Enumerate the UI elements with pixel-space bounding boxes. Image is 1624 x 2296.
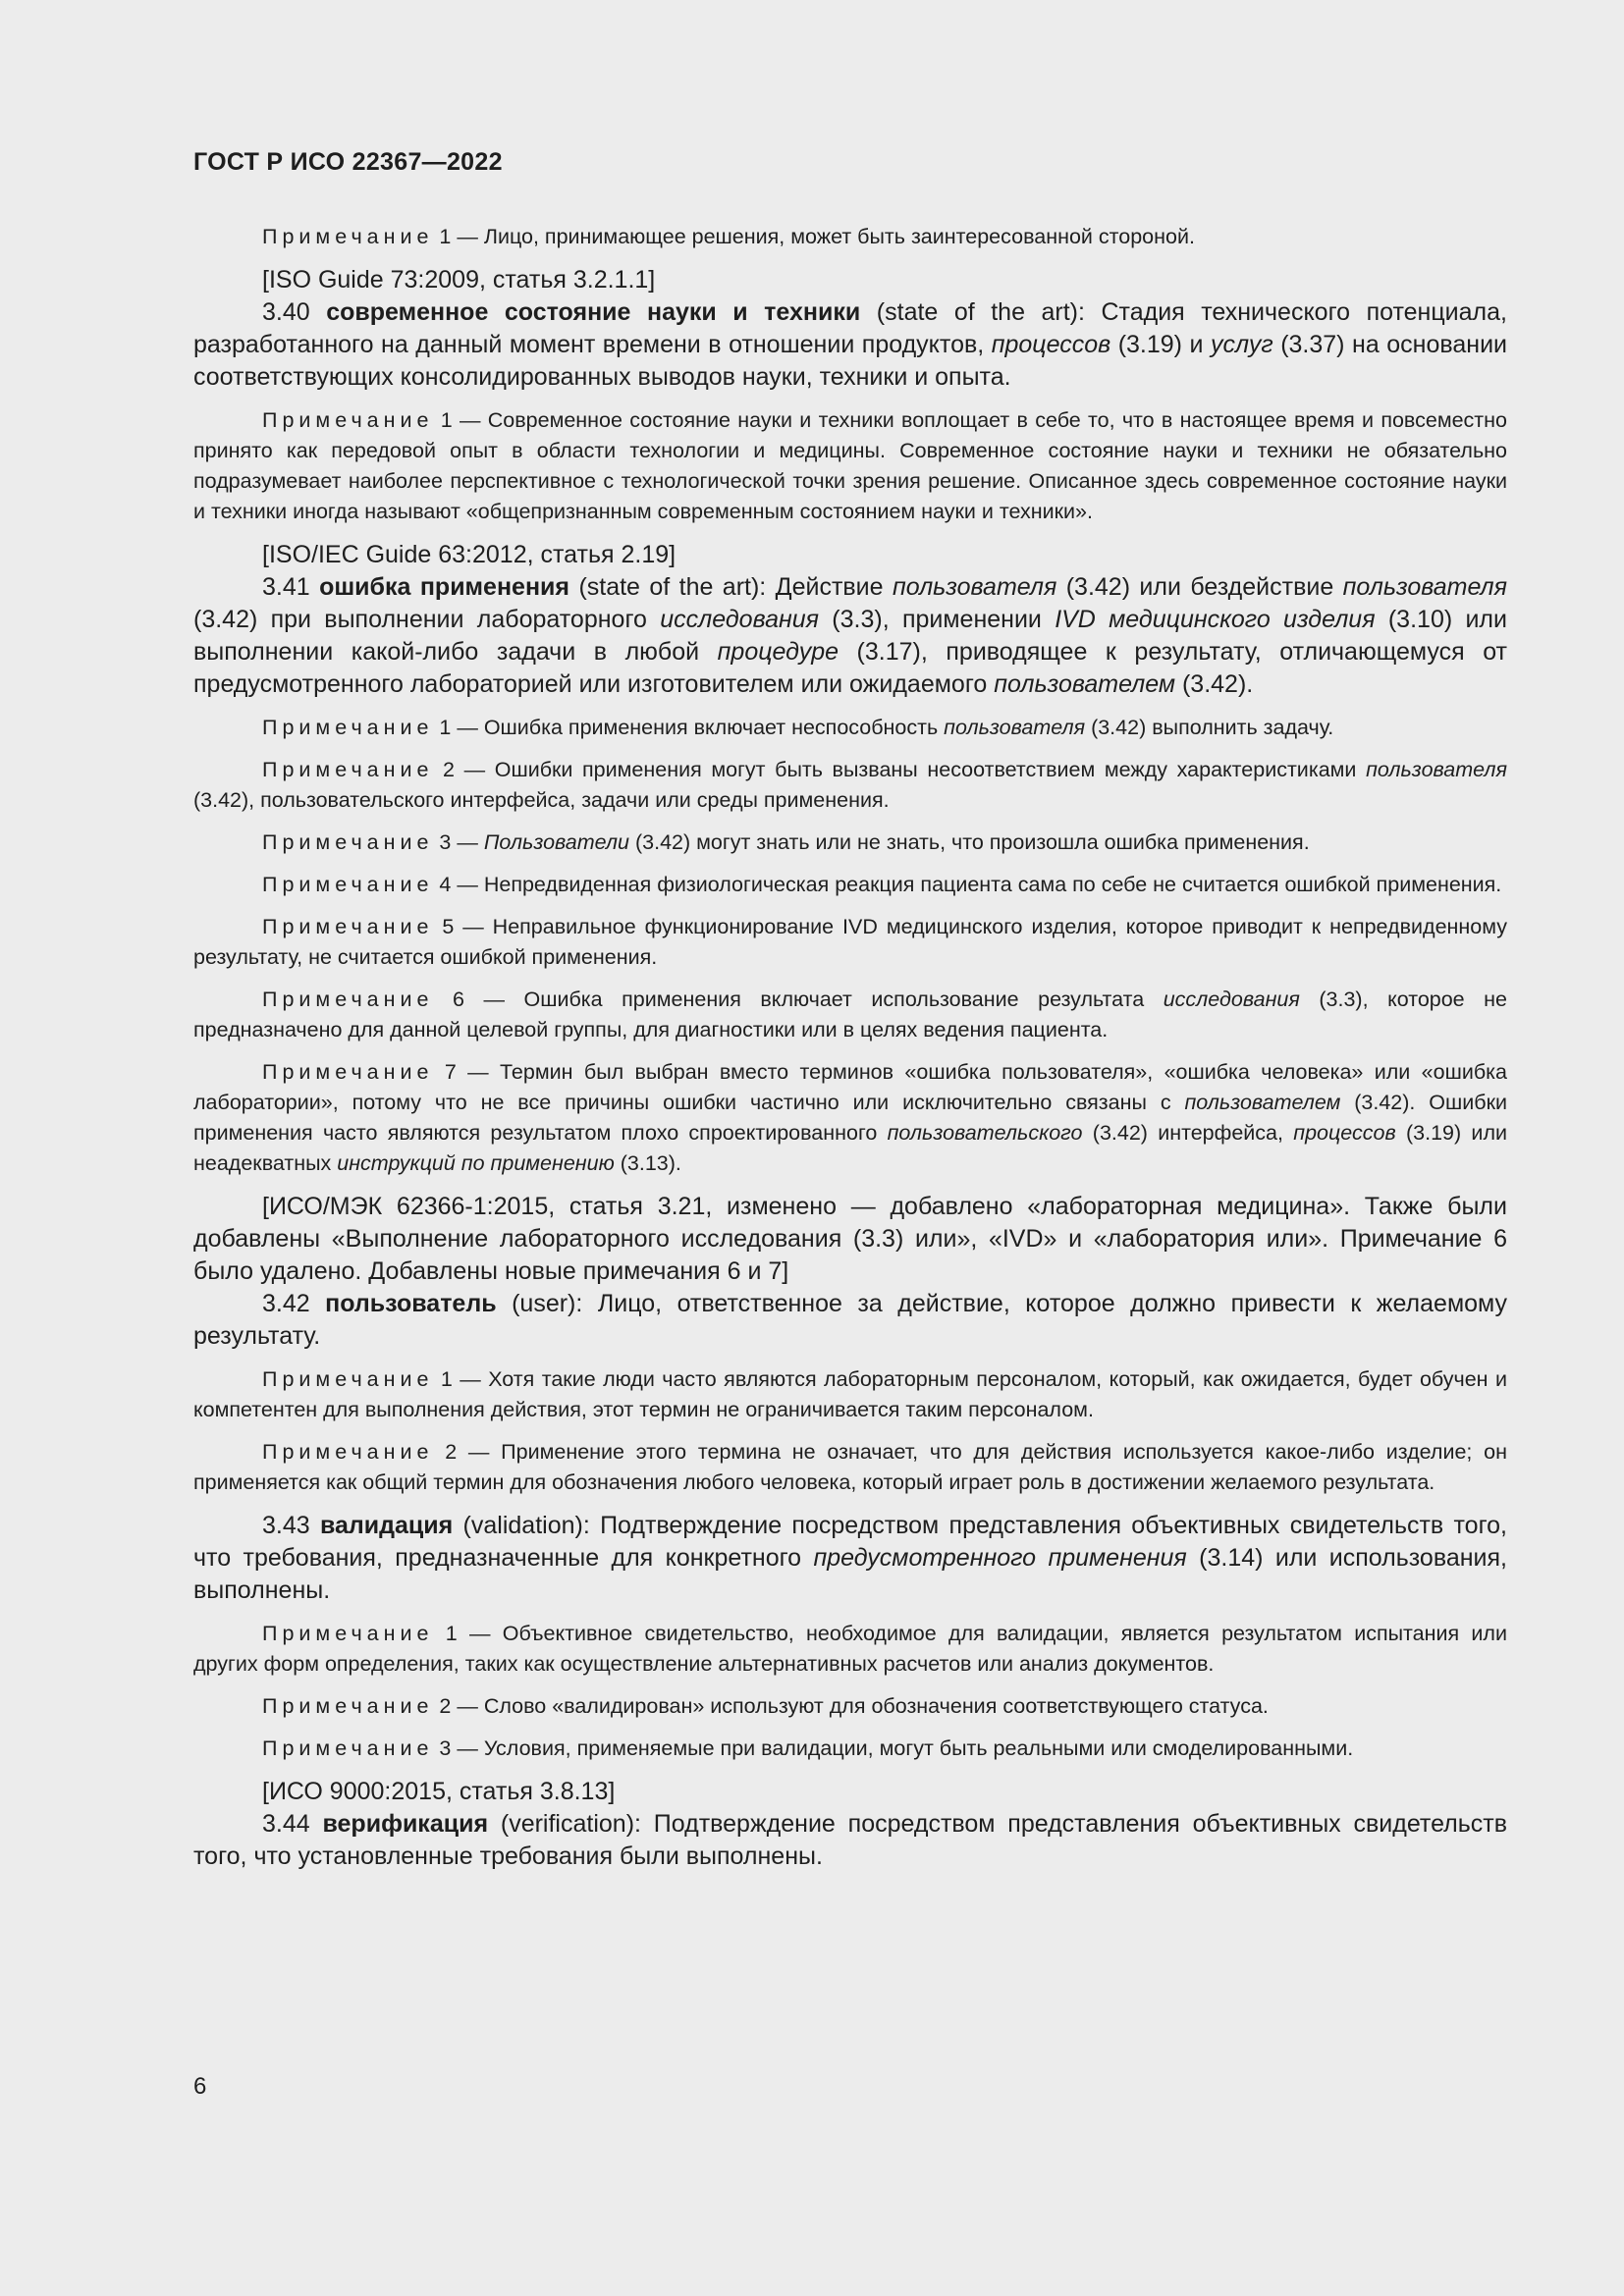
text-run: 1 — Хотя такие люди часто являются лабораторным персоналом, который, как ожидается, будет обучен и компетентен для выполнения действия, этот термин не ограничивается таким персоналом. — [193, 1367, 1507, 1421]
term-reference: пользовательского — [887, 1121, 1083, 1145]
text-run: (state of the art): Действие — [569, 573, 893, 601]
reference-paragraph — [193, 1191, 1507, 1288]
text-run: 3.40 — [262, 298, 327, 326]
term-reference: услуг — [1211, 331, 1273, 358]
note-paragraph — [193, 1734, 1507, 1764]
note-paragraph — [193, 1057, 1507, 1179]
text-run: 1 — Ошибка применения включает неспособность — [433, 716, 945, 739]
term-reference: пользователя — [1342, 573, 1507, 601]
text-run: (3.14) или использования, выполнены. — [193, 1544, 1507, 1604]
text-run: (3.42) или бездействие — [1056, 573, 1343, 601]
term-reference: инструкций по применению — [337, 1151, 615, 1175]
note-paragraph — [193, 222, 1507, 252]
text-run: 7 — Термин был выбран вместо терминов «ошибка пользователя», «ошибка человека» или «ошибка лаборатории», потому что не все причины ошибки частично или исключительно связаны с — [193, 1060, 1507, 1114]
note-paragraph — [193, 755, 1507, 816]
note-paragraph — [193, 870, 1507, 900]
note-label: Примечание — [262, 758, 434, 781]
text-run: [ISO Guide 73:2009, статья 3.2.1.1] — [262, 266, 656, 294]
note-paragraph — [193, 1437, 1507, 1498]
text-run: (3.42). — [1175, 670, 1254, 698]
term-name: ошибка применения — [319, 573, 570, 601]
term-definition — [193, 1288, 1507, 1353]
text-run: 3 — — [433, 830, 484, 854]
term-reference: процессов — [1293, 1121, 1396, 1145]
note-label: Примечание — [262, 988, 434, 1011]
document-body — [193, 222, 1507, 1873]
term-name: пользователь — [325, 1290, 497, 1317]
note-label: Примечание — [262, 873, 434, 896]
text-run: (validation): Подтверждение посредством представления объективных свидетельств того, что требования, предназначенные для конкретного — [193, 1512, 1507, 1572]
term-reference: IVD медицинского изделия — [1055, 606, 1376, 633]
term-reference: процессов — [991, 331, 1111, 358]
note-label: Примечание — [262, 1736, 434, 1760]
text-run: 3.41 — [262, 573, 320, 601]
text-run: (3.42) при выполнении лабораторного — [193, 606, 661, 633]
note-label: Примечание — [262, 408, 434, 432]
text-run: 5 — Неправильное функционирование IVD медицинского изделия, которое приводит к непредвиденному результату, не считается ошибкой применения. — [193, 915, 1507, 969]
note-label: Примечание — [262, 1622, 434, 1645]
text-run: (3.19) и — [1110, 331, 1212, 358]
text-run: [ИСО 9000:2015, статья 3.8.13] — [262, 1778, 616, 1805]
term-reference: Пользователи — [483, 830, 629, 854]
note-label: Примечание — [262, 716, 434, 739]
text-run: (3.10) или выполнении какой-либо задачи в любой — [193, 606, 1507, 666]
page-number: 6 — [193, 2073, 207, 2100]
term-name: верификация — [322, 1810, 489, 1838]
term-definition — [193, 1808, 1507, 1873]
term-definition — [193, 1510, 1507, 1607]
text-run: (3.37) на основании соответствующих консолидированных выводов науки, техники и опыта. — [193, 331, 1508, 391]
note-paragraph — [193, 405, 1507, 527]
term-reference: пользователем — [1184, 1091, 1341, 1114]
note-paragraph — [193, 1619, 1507, 1680]
note-label: Примечание — [262, 1367, 434, 1391]
term-reference: процедуре — [717, 638, 839, 666]
text-run: (3.42), пользовательского интерфейса, задачи или среды применения. — [193, 788, 890, 812]
text-run: 2 — Ошибки применения могут быть вызваны несоответствием между характеристиками — [433, 758, 1367, 781]
term-reference: предусмотренного применения — [813, 1544, 1187, 1572]
note-label: Примечание — [262, 1694, 434, 1718]
text-run: [ISO/IEC Guide 63:2012, статья 2.19] — [262, 541, 677, 568]
document-header: ГОСТ Р ИСО 22367—2022 — [193, 148, 503, 176]
text-run: (3.42). Ошибки применения часто являются результатом плохо спроектированного — [193, 1091, 1508, 1145]
text-run: (3.42) выполнить задачу. — [1085, 716, 1334, 739]
note-paragraph — [193, 1364, 1507, 1425]
text-run: (3.42) интерфейса, — [1082, 1121, 1294, 1145]
text-run: 3.42 — [262, 1290, 326, 1317]
text-run: (3.17), приводящее к результату, отличающемуся от предусмотренного лабораторией или изготовителем или ожидаемого — [193, 638, 1507, 698]
text-run: (3.3), применении — [819, 606, 1056, 633]
term-name: валидация — [319, 1512, 454, 1539]
text-run: (state of the art): Стадия технического потенциала, разработанного на данный момент времени в отношении продуктов, — [193, 298, 1507, 358]
term-reference: пользователем — [994, 670, 1176, 698]
term-definition — [193, 296, 1507, 394]
text-run: (3.42) могут знать или не знать, что произошла ошибка применения. — [629, 830, 1310, 854]
text-run: 3 — Условия, применяемые при валидации, могут быть реальными или смоделированными. — [433, 1736, 1354, 1760]
note-paragraph — [193, 828, 1507, 858]
text-run: (3.3), которое не предназначено для данной целевой группы, для диагностики или в целях ведения пациента. — [193, 988, 1508, 1041]
term-reference: исследования — [660, 606, 819, 633]
term-reference: пользователя — [1366, 758, 1507, 781]
note-label: Примечание — [262, 915, 434, 938]
reference-paragraph — [193, 539, 1507, 571]
text-run: (user): Лицо, ответственное за действие, которое должно привести к желаемому результату. — [193, 1290, 1508, 1350]
note-paragraph — [193, 912, 1507, 973]
reference-paragraph — [193, 1776, 1507, 1808]
note-label: Примечание — [262, 830, 434, 854]
note-label: Примечание — [262, 225, 434, 248]
note-paragraph — [193, 985, 1507, 1045]
text-run: (3.19) или неадекватных — [193, 1121, 1507, 1175]
term-definition — [193, 571, 1507, 701]
text-run: 2 — Слово «валидирован» используют для обозначения соответствующего статуса. — [433, 1694, 1269, 1718]
text-run: 2 — Применение этого термина не означает, что для действия используется какое-либо изделие; он применяется как общий термин для обозначения любого человека, который играет роль в достижении желаемого результата. — [193, 1440, 1507, 1494]
term-reference: пользователя — [944, 716, 1086, 739]
text-run: 1 — Объективное свидетельство, необходимое для валидации, является результатом испытания или других форм определения, таких как осуществление альтернативных расчетов или анализ документов. — [193, 1622, 1507, 1676]
text-run: [ИСО/МЭК 62366-1:2015, статья 3.21, изменено — добавлено «лабораторная медицина». Также были добавлены «Выполнение лабораторного исследования (3.3) или», «IVD» и «лаборатория или». Примечание 6 было удалено. Добавлены новые примечания 6 и 7] — [193, 1193, 1507, 1285]
text-run: 3.43 — [262, 1512, 320, 1539]
text-run: 6 — Ошибка применения включает использование результата — [433, 988, 1164, 1011]
term-reference: исследования — [1163, 988, 1300, 1011]
note-paragraph — [193, 1691, 1507, 1722]
reference-paragraph — [193, 264, 1507, 296]
note-paragraph — [193, 713, 1507, 743]
text-run: 3.44 — [262, 1810, 323, 1838]
text-run: 1 — Лицо, принимающее решения, может быть заинтересованной стороной. — [433, 225, 1195, 248]
term-reference: пользователя — [892, 573, 1057, 601]
text-run: 1 — Современное состояние науки и техники воплощает в себе то, что в настоящее время и повсеместно принято как передовой опыт в области технологии и медицины. Современное состояние науки и техники не обязательно подразумевает наиболее перспективное с технологической точки зрения решение. Описанное здесь современное состояние науки и техники иногда называют «общепризнанным современным состоянием науки и техники». — [193, 408, 1507, 523]
term-name: современное состояние науки и техники — [326, 298, 861, 326]
text-run: (verification): Подтверждение посредством представления объективных свидетельств того, что установленные требования были выполнены. — [193, 1810, 1507, 1870]
note-label: Примечание — [262, 1440, 434, 1464]
note-label: Примечание — [262, 1060, 434, 1084]
text-run: (3.13). — [614, 1151, 681, 1175]
text-run: 4 — Непредвиденная физиологическая реакция пациента сама по себе не считается ошибкой применения. — [433, 873, 1502, 896]
